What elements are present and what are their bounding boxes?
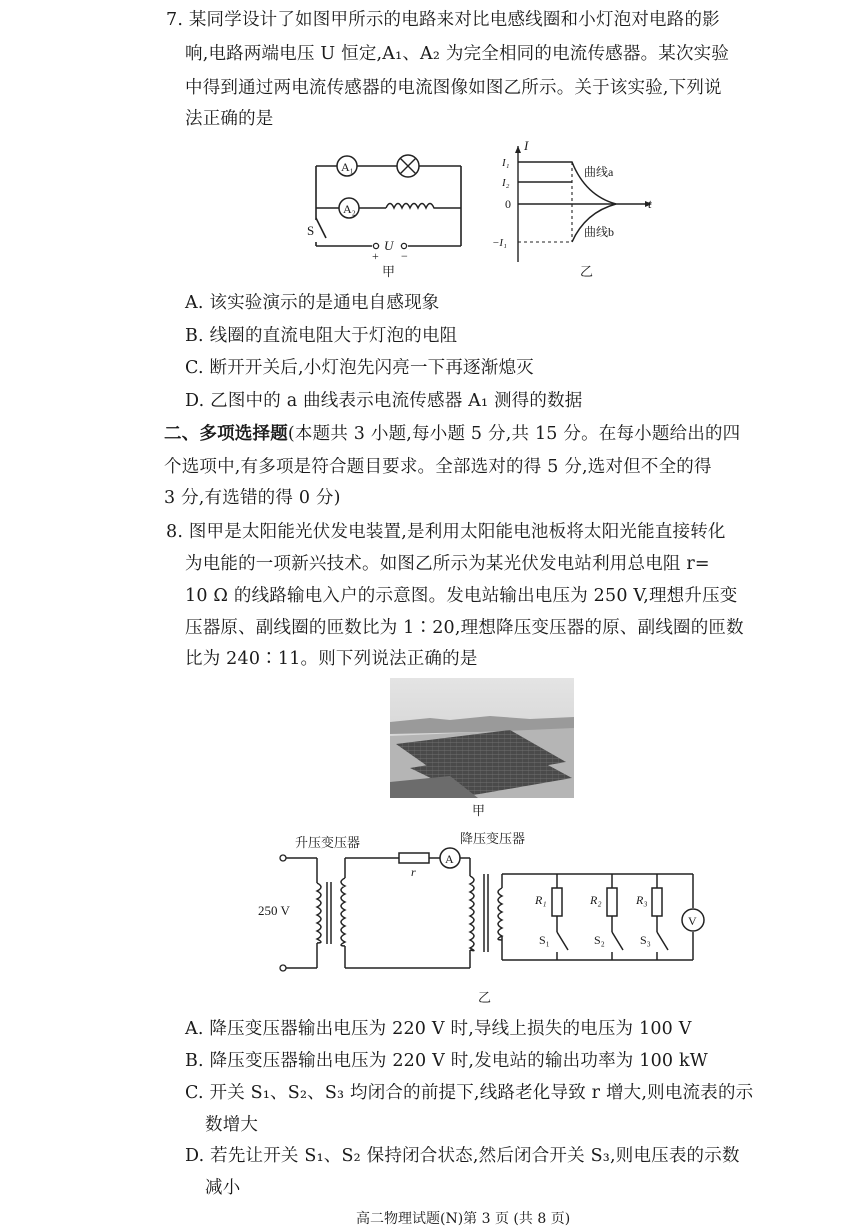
svg-text:I₁: I₁ [502,157,510,169]
resistor-r2 [607,888,617,916]
ammeter-a1-icon [337,156,357,176]
svg-text:R₁: R₁ [535,893,547,907]
section2-line-3: 3 分,有选错的得 0 分) [164,488,341,508]
page-footer: 高二物理试题(N)第 3 页 (共 8 页) [356,1211,571,1227]
ammeter-icon [440,848,460,868]
resistor-r3 [652,888,662,916]
q8-stem-line-4: 压器原、副线圈的匝数比为 1∶20,理想降压变压器的原、副线圈的匝数 [185,618,744,638]
svg-text:乙: 乙 [580,264,594,279]
inductor-icon [386,204,436,209]
svg-text:曲线b: 曲线b [584,225,615,239]
section2-line-1 [164,420,740,445]
svg-text:+: + [372,249,379,263]
y-axis-arrow-icon [515,146,521,153]
source-terminal-bottom-icon [280,965,286,971]
svg-text:R₃: R₃ [636,893,648,907]
svg-text:S₃: S₃ [640,933,651,947]
svg-text:−: − [401,249,408,263]
svg-text:降压变压器: 降压变压器 [460,831,526,846]
voltmeter-icon [682,909,704,931]
svg-text:甲: 甲 [382,264,396,279]
q8-option-d-line-2: 减小 [205,1178,241,1198]
q7-stem-line-3: 中得到通过两电流传感器的电流图像如图乙所示。关于该实验,下列说 [185,78,722,98]
q7-option-d: D. 乙图中的 a 曲线表示电流传感器 A₁ 测得的数据 [185,391,583,411]
svg-text:r: r [411,865,416,879]
source-terminal-top-icon [280,855,286,861]
terminal-minus-icon [401,243,406,248]
svg-text:U: U [384,238,394,253]
svg-text:S: S [307,223,315,238]
ammeter-a2-icon [339,198,359,218]
q7-option-c: C. 断开开关后,小灯泡先闪亮一下再逐渐熄灭 [185,358,534,378]
section2-line-2: 个选项中,有多项是符合题目要求。全部选对的得 5 分,选对但不全的得 [164,457,712,477]
terminal-plus-icon [373,243,378,248]
q8-stem-line-2: 为电能的一项新兴技术。如图乙所示为某光伏发电站利用总电阻 r= [185,554,710,574]
svg-text:250 V: 250 V [258,903,290,918]
svg-text:I₂: I₂ [502,177,510,189]
q8-transmission-circuit [255,828,725,1008]
q7-stem-line-2: 响,电路两端电压 U 恒定,A₁、A₂ 为完全相同的电流传感器。某次实验 [185,44,730,64]
q8-option-c-line-1: C. 开关 S₁、S₂、S₃ 均闭合的前提下,线路老化导致 r 增大,则电流表的示 [185,1083,754,1103]
q8-stem-line-5: 比为 240∶11。则下列说法正确的是 [185,649,478,669]
lamp-icon [397,155,419,177]
svg-text:S₁: S₁ [539,933,550,947]
svg-text:S₂: S₂ [594,933,605,947]
q7-current-graph [492,138,668,280]
resistor-r1 [552,888,562,916]
svg-text:R₂: R₂ [590,893,602,907]
svg-text:A₁: A₁ [341,160,354,174]
q8-stem-line-1: 8. 图甲是太阳能光伏发电装置,是利用太阳能电池板将太阳光能直接转化 [166,522,726,542]
svg-text:升压变压器: 升压变压器 [295,835,361,850]
svg-text:A₂: A₂ [343,202,356,216]
svg-text:A: A [445,852,454,866]
section2-instructions: (本题共 3 小题,每小题 5 分,共 15 分。在每小题给出的四 [287,424,741,444]
q7-stem-line-4: 法正确的是 [185,109,274,129]
svg-text:−I₁: −I₁ [492,237,507,249]
q8-stem-line-3: 10 Ω 的线路输电入户的示意图。发电站输出电压为 250 V,理想升压变 [185,586,738,606]
q7-option-a: A. 该实验演示的是通电自感现象 [185,293,440,313]
svg-text:曲线a: 曲线a [584,165,614,179]
q7-stem-line-1: 7. 某同学设计了如图甲所示的电路来对比电感线圈和小灯泡对电路的影 [166,10,720,30]
svg-text:I: I [524,138,529,153]
q8-option-c-line-2: 数增大 [205,1115,259,1135]
svg-text:乙: 乙 [478,990,492,1005]
section2-heading: 二、多项选择题 [164,424,288,444]
svg-text:V: V [688,914,697,928]
q7-option-b: B. 线圈的直流电阻大于灯泡的电阻 [185,326,458,346]
q8-option-b: B. 降压变压器输出电压为 220 V 时,发电站的输出功率为 100 kW [185,1051,708,1071]
line-resistor-r [399,853,429,863]
svg-text:t: t [648,196,652,211]
solar-panel-photo [390,678,574,798]
q8-option-d-line-1: D. 若先让开关 S₁、S₂ 保持闭合状态,然后闭合开关 S₃,则电压表的示数 [185,1146,740,1166]
svg-text:0: 0 [505,197,511,211]
photo-caption: 甲 [472,804,486,819]
q8-option-a: A. 降压变压器输出电压为 220 V 时,导线上损失的电压为 100 V [185,1019,692,1039]
q7-circuit-diagram [290,140,480,280]
